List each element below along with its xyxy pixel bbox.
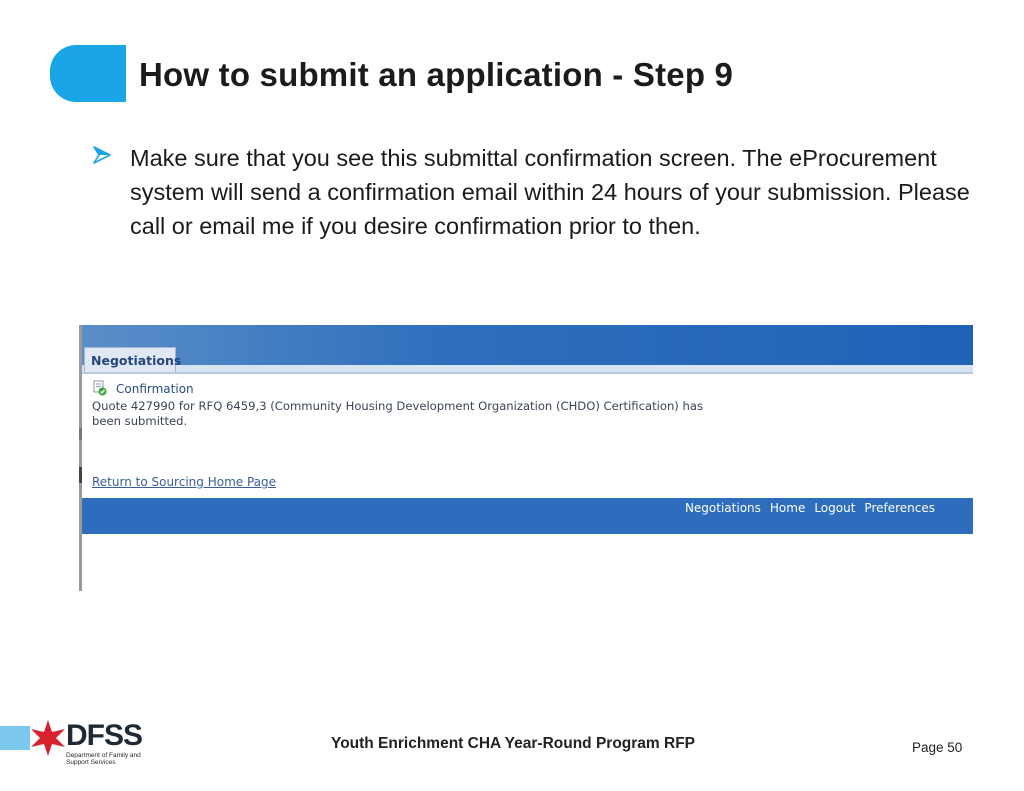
screenshot-left-border	[79, 325, 82, 591]
footer-link-negotiations[interactable]: Negotiations	[684, 501, 761, 515]
left-edge-mark	[79, 428, 82, 440]
page-number: Page 50	[912, 740, 963, 755]
document-check-icon	[93, 380, 107, 396]
footer-nav-links	[685, 501, 935, 515]
confirmation-message: Quote 427990 for RFQ 6459,3 (Community Housing Development Organization (CHDO) Certification) has been submitted.	[92, 399, 703, 428]
footer-link-home[interactable]: Home	[769, 501, 806, 515]
arrow-bullet-icon	[92, 145, 112, 165]
footer-link-preferences[interactable]: Preferences	[864, 501, 935, 515]
logo-color-band	[0, 726, 30, 750]
bullet-text: Make sure that you see this submittal confirmation screen. The eProcurement system will send a confirmation email within 24 hours of your submission. Please call or email me if you desire confirmation prior to then.	[130, 145, 970, 239]
dfss-logo-subtext: Department of Family and Support Services	[66, 752, 141, 766]
footer-program-title: Youth Enrichment CHA Year-Round Program RFP	[331, 735, 696, 752]
chicago-star-icon	[28, 718, 68, 758]
title-accent-shape	[50, 45, 126, 102]
confirmation-screenshot	[79, 325, 973, 591]
slide-title: How to submit an application - Step 9	[139, 56, 734, 93]
tab-negotiations[interactable]: Negotiations	[84, 347, 176, 373]
return-to-sourcing-home-link[interactable]: Return to Sourcing Home Page	[92, 475, 277, 489]
dfss-logo-text: DFSS	[66, 719, 143, 752]
left-edge-mark	[79, 467, 82, 483]
tab-underline	[82, 372, 973, 374]
footer-link-logout[interactable]: Logout	[814, 501, 856, 515]
confirmation-heading: Confirmation	[116, 382, 194, 396]
